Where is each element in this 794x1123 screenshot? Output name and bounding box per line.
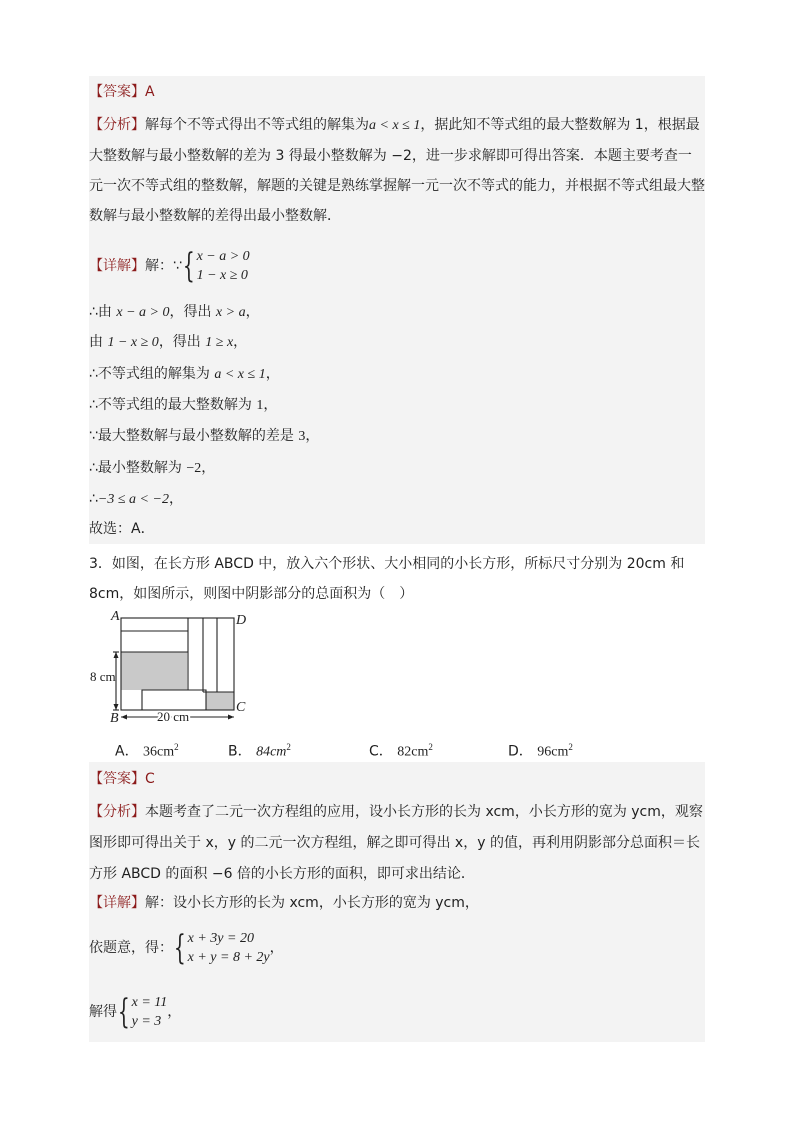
label-a: A [111, 609, 120, 624]
label-b: B [110, 711, 119, 726]
eq-intro: 依题意，得： [89, 940, 173, 956]
option-value: 96cm [537, 744, 569, 760]
step-pre: ∴ [89, 491, 98, 507]
option-b[interactable] [228, 737, 291, 763]
option-value: 84cm [256, 744, 287, 760]
step-line [89, 364, 705, 385]
step-line [89, 489, 705, 510]
solution-system: { x = 11 y = 3 [117, 992, 168, 1032]
sol-line-1: x = 11 [131, 995, 168, 1010]
step-post: ， [305, 428, 320, 444]
system-line-2: 1 − x ≥ 0 [196, 268, 248, 283]
equation-system: { x + 3y = 20 x + y = 8 + 2y [173, 928, 270, 968]
answer-tag: 【答案】 [89, 771, 145, 787]
step-math-2: x > a [215, 305, 246, 320]
label-width: 20 cm [157, 709, 190, 724]
option-sup: 2 [174, 742, 179, 752]
step-line [89, 332, 705, 353]
step-post: ， [265, 366, 280, 382]
solve-intro: 解得 [89, 1004, 117, 1020]
question-3-text: 3．如图，在长方形 ABCD 中，放入六个形状、大小相同的小长方形，所标尺寸分别为 20cm 和 8cm，如图所示，则图中阴影部分的总面积为（ ） [89, 556, 685, 602]
step-pre: ∴最小整数解为 [89, 460, 187, 476]
step-math: 1 − x ≥ 0 [107, 335, 159, 350]
step-line [89, 458, 705, 479]
step-post: ， [263, 397, 278, 413]
option-sup: 2 [568, 742, 573, 752]
comma: ， [269, 940, 284, 956]
option-a[interactable] [115, 737, 179, 763]
step-math: x − a > 0 [116, 305, 170, 320]
answer-tag: 【答案】 [89, 84, 145, 100]
analysis-text: 解每个不等式得出不等式组的解集为 [145, 117, 369, 133]
step-pre: ∵最大整数解与最小整数解的差是 [89, 428, 299, 444]
step-post: ， [168, 491, 183, 507]
eq-line-2: x + y = 8 + 2y [187, 950, 270, 965]
option-letter: D． [508, 743, 533, 760]
inequality-system: { x − a > 0 1 − x ≥ 0 [182, 246, 250, 286]
analysis-math: a < x ≤ 1 [369, 118, 421, 133]
sol-line-2: y = 3 [131, 1014, 162, 1029]
analysis-paragraph [89, 110, 705, 231]
label-c: C [236, 700, 246, 715]
step-math: 1 [256, 398, 264, 413]
analysis-text: 本题考查了二元一次方程组的应用，设小长方形的长为 xcm，小长方形的宽为 ycm，观察图形即可得出关于 x，y 的二元一次方程组，解之即可得出 x，y 的值，再利用阴影部分总面积＝长方形 ABCD 的面积 −6 倍的小长方形的面积，即可求出结论． [89, 804, 703, 882]
step-math: −3 ≤ a < −2 [97, 492, 169, 507]
option-value: 36cm [143, 744, 175, 760]
option-c[interactable] [369, 737, 433, 763]
equation-line [89, 929, 705, 969]
answer-value: C [145, 771, 155, 787]
step-pre: ∴不等式组的解集为 [89, 366, 215, 382]
detail-line-3 [89, 893, 705, 913]
step-pre: 由 [89, 334, 108, 350]
step-math-2: 1 ≥ x [205, 335, 234, 350]
step-line [89, 302, 705, 323]
step-math: 3 [298, 429, 306, 444]
question-3-figure [86, 607, 256, 727]
detail-tag: 【详解】 [89, 258, 145, 274]
system-line-1: x − a > 0 [196, 249, 250, 264]
detail-text: 解：设小长方形的长为 xcm，小长方形的宽为 ycm， [145, 895, 479, 911]
eq-line-1: x + 3y = 20 [187, 931, 254, 946]
step-line [89, 395, 705, 416]
step-pre: ∴由 [89, 304, 117, 320]
option-value: 82cm [397, 744, 429, 760]
option-letter: C． [369, 743, 393, 760]
option-sup: 2 [428, 742, 433, 752]
label-height: 8 cm [90, 669, 116, 684]
step-math: a < x ≤ 1 [214, 367, 266, 382]
answer-line [89, 82, 705, 102]
solution-line [89, 993, 705, 1033]
option-sup: 2 [286, 742, 291, 752]
detail-intro: 解：∵ [145, 258, 182, 274]
step-post-2: ， [245, 304, 260, 320]
option-letter: B． [228, 743, 252, 760]
option-d[interactable] [508, 737, 573, 763]
answer-value: A [145, 84, 155, 100]
step-math: −2 [186, 461, 202, 476]
step-line [89, 426, 705, 447]
answer-line-3 [89, 769, 705, 789]
detail-tag: 【详解】 [89, 895, 145, 911]
step-pre: ∴不等式组的最大整数解为 [89, 397, 257, 413]
analysis-text-2: ，据此知不等式组的最大整数解为 1，根据最大整数解与最小整数解的差为 3 得最小整数解为 −2，进一步求解即可得出答案．本题主要考查一元一次不等式组的整数解，解题的关键是熟练掌握解一元一次不等式的能力，并根据不等式组最大整数解与最小整数解的差得出最小整数解． [89, 117, 705, 224]
analysis-paragraph-3 [89, 797, 705, 890]
analysis-tag: 【分析】 [89, 804, 145, 820]
step-post: ，得出 [158, 334, 206, 350]
conclusion: 故选：A． [89, 521, 155, 537]
step-post: ， [201, 460, 216, 476]
label-d: D [236, 613, 247, 628]
step-post: ，得出 [169, 304, 216, 320]
comma: ， [167, 1004, 182, 1020]
option-letter: A． [115, 743, 139, 760]
step-post-2: ， [233, 334, 248, 350]
detail-line [89, 247, 705, 287]
analysis-tag: 【分析】 [89, 117, 145, 133]
